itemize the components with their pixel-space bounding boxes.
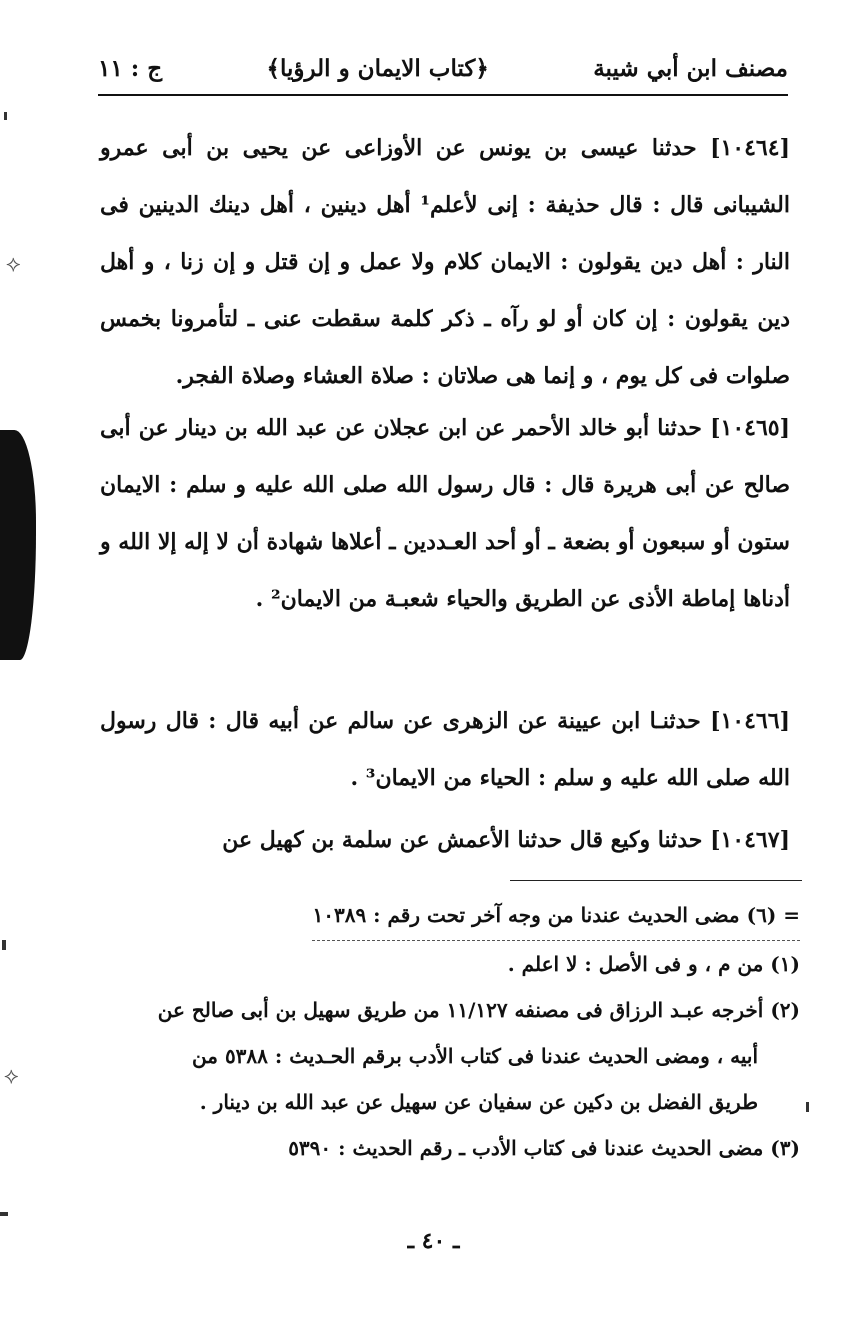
scan-registration-mark-icon: ⟡ [4, 1064, 19, 1089]
hadith-entry [100, 693, 790, 807]
volume-number: ج : ١١ [98, 54, 163, 82]
hadith-text: حدثنا أبو خالد الأحمر عن ابن عجلان عن عبد الله بن دينار عن أبى صالح عن أبى هريرة قال : قال رسول الله صلى الله عليه و سلم : الايمان ستون أو سبعون أو بضعة ـ أو أحد العـددين ـ أعلاها شهادة أن لا إله إلا الله و أدناها إماطة الأذى عن الطريق والحياء شعبـة من الايمان² . [100, 415, 790, 612]
scan-speck [0, 1212, 8, 1216]
footnote-divider [510, 880, 802, 881]
footnote-1: (١) من م ، و فى الأصل : لا اعلم . [507, 952, 800, 976]
hadith-number: [١٠٤٦٧] [710, 827, 790, 853]
chapter-title: ﴿كتاب الايمان و الرؤيا﴾ [266, 54, 489, 82]
header-divider [98, 94, 788, 96]
footnotes [120, 892, 800, 1171]
hadith-number: [١٠٤٦٤] [710, 135, 790, 161]
book-title: مصنف ابن أبي شيبة [593, 54, 788, 82]
hadith-text: حدثنا وكيع قال حدثنا الأعمش عن سلمة بن كهيل عن [222, 827, 703, 853]
hadith-text: حدثنا عيسى بن يونس عن الأوزاعى عن يحيى بن أبى عمرو الشيبانى قال : قال حذيفة : إنى لأعلم¹ أهل دينين ، أهل دينك الدينين فى النار : أهل دين يقولون : الايمان كلام ولا عمل و إن قتل و إن زنا ، و أهل دين يقولون : إن كان أو لو رآه ـ ذكر كلمة سقطت عنى ـ لتأمرونا بخمس صلوات فى كل يوم ، و إنما هى صلاتان : صلاة العشاء وصلاة الفجر. [100, 135, 790, 389]
hadith-text: حدثنـا ابن عيينة عن الزهرى عن سالم عن أبيه قال : قال رسول الله صلى الله عليه و سلم : الحياء من الايمان³ . [100, 708, 790, 791]
scan-registration-mark-icon: ⟡ [6, 252, 21, 277]
footnote-carried-over: = (٦) مضى الحديث عندنا من وجه آخر تحت رقم : ١٠٣٨٩ [312, 892, 800, 941]
scan-speck [2, 940, 6, 950]
hadith-number: [١٠٤٦٥] [710, 415, 791, 441]
hadith-entry [100, 120, 790, 405]
footnote-3: (٣) مضى الحديث عندنا فى كتاب الأدب ـ رقم الحديث : ٥٣٩٠ [288, 1136, 800, 1160]
footnote-2-continued: طريق الفضل بن دكين عن سفيان عن سهيل عن عبد الله بن دينار . [199, 1090, 758, 1114]
hadith-entry [100, 400, 790, 628]
hadith-number: [١٠٤٦٦] [710, 708, 790, 734]
scan-edge-blot [0, 430, 36, 660]
page-header [98, 46, 788, 90]
scan-speck [4, 112, 7, 120]
hadith-entry [100, 812, 790, 869]
scan-speck [806, 1102, 809, 1112]
footnote-2: (٢) أخرجه عبـد الرزاق فى مصنفه ١١/١٢٧ من طريق سهيل بن أبى صالح عن [157, 998, 800, 1022]
footnote-2-continued: أبيه ، ومضى الحديث عندنا فى كتاب الأدب برقم الحـديث : ٥٣٨٨ من [192, 1044, 758, 1068]
page-number: ـ ٤٠ ـ [407, 1228, 460, 1254]
